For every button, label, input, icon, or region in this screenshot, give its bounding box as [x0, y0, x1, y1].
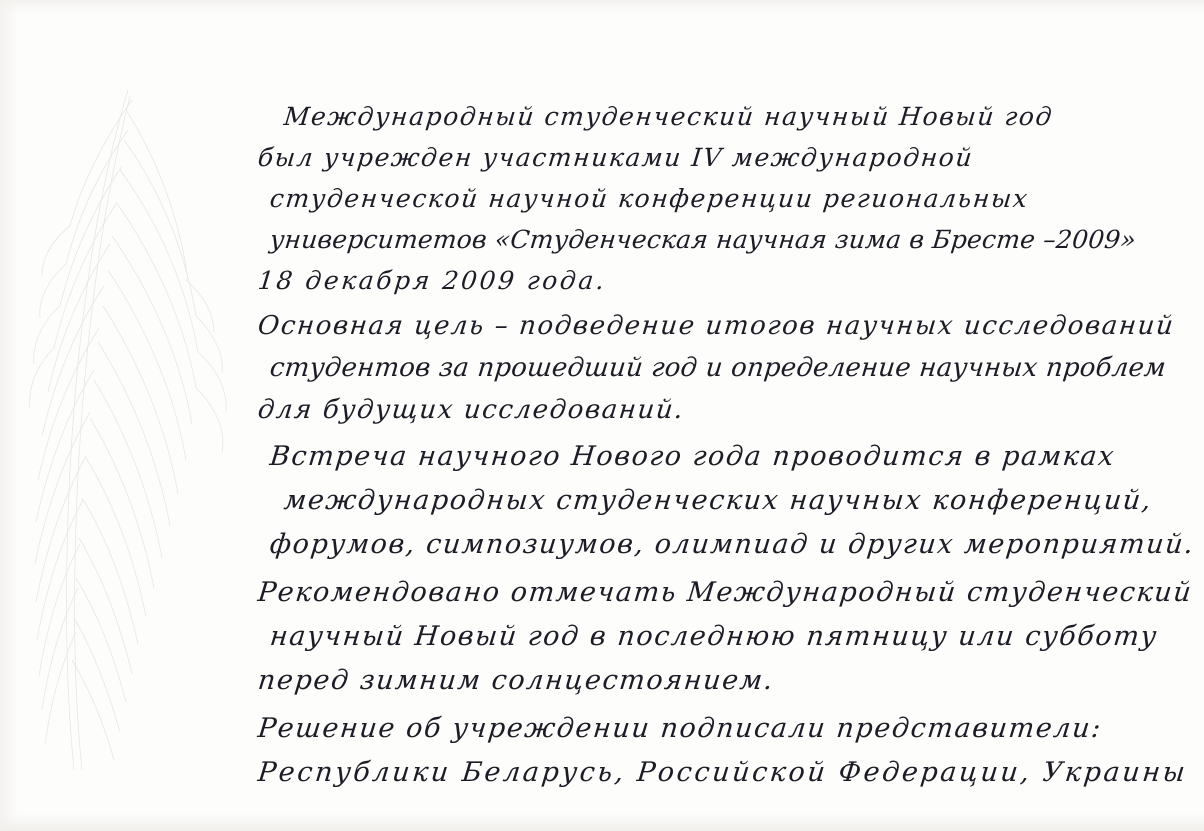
paper-edge-bottom	[0, 813, 1204, 831]
text-line: Встреча научного Нового года проводится в рамках	[268, 441, 1117, 472]
text-line: Рекомендовано отмечать Международный студенческий	[256, 577, 1194, 608]
text-line: студенческой научной конференции региональных	[268, 184, 1031, 213]
paragraph-5	[258, 707, 1188, 795]
text-line: для будущих исследований.	[256, 395, 686, 425]
paper-edge-left	[0, 0, 18, 831]
paragraph-1	[258, 96, 1188, 301]
paragraph-4	[256, 571, 1194, 703]
text-line: Международный студенческий научный Новый год	[282, 102, 1055, 131]
text-line: Основная цель – подведение итогов научных исследований	[256, 311, 1176, 341]
text-line: международных студенческих научных конференций,	[282, 485, 1154, 516]
paper-edge-top	[0, 0, 1204, 14]
text-line: научный Новый год в последнюю пятницу или субботу	[268, 621, 1160, 652]
text-line: Республики Беларусь, Российской Федерации, Украины	[256, 757, 1189, 788]
floral-ornament-icon	[8, 70, 298, 790]
text-line: перед зимним солнцестоянием.	[256, 665, 776, 696]
text-line: университетов «Студенческая научная зима в Бресте –2009»	[268, 225, 1138, 254]
text-line: Решение об учреждении подписали представители:	[256, 713, 1104, 744]
paragraph-3	[258, 435, 1197, 567]
text-line: форумов, симпозиумов, олимпиад и других мероприятий.	[268, 529, 1197, 560]
document-text	[256, 96, 1197, 795]
paragraph-2	[258, 305, 1188, 431]
text-line: 18 декабря 2009 года.	[256, 266, 609, 295]
text-line: был учрежден участниками IV международной	[256, 143, 975, 172]
text-line: студентов за прошедший год и определение научных проблем	[268, 353, 1168, 383]
